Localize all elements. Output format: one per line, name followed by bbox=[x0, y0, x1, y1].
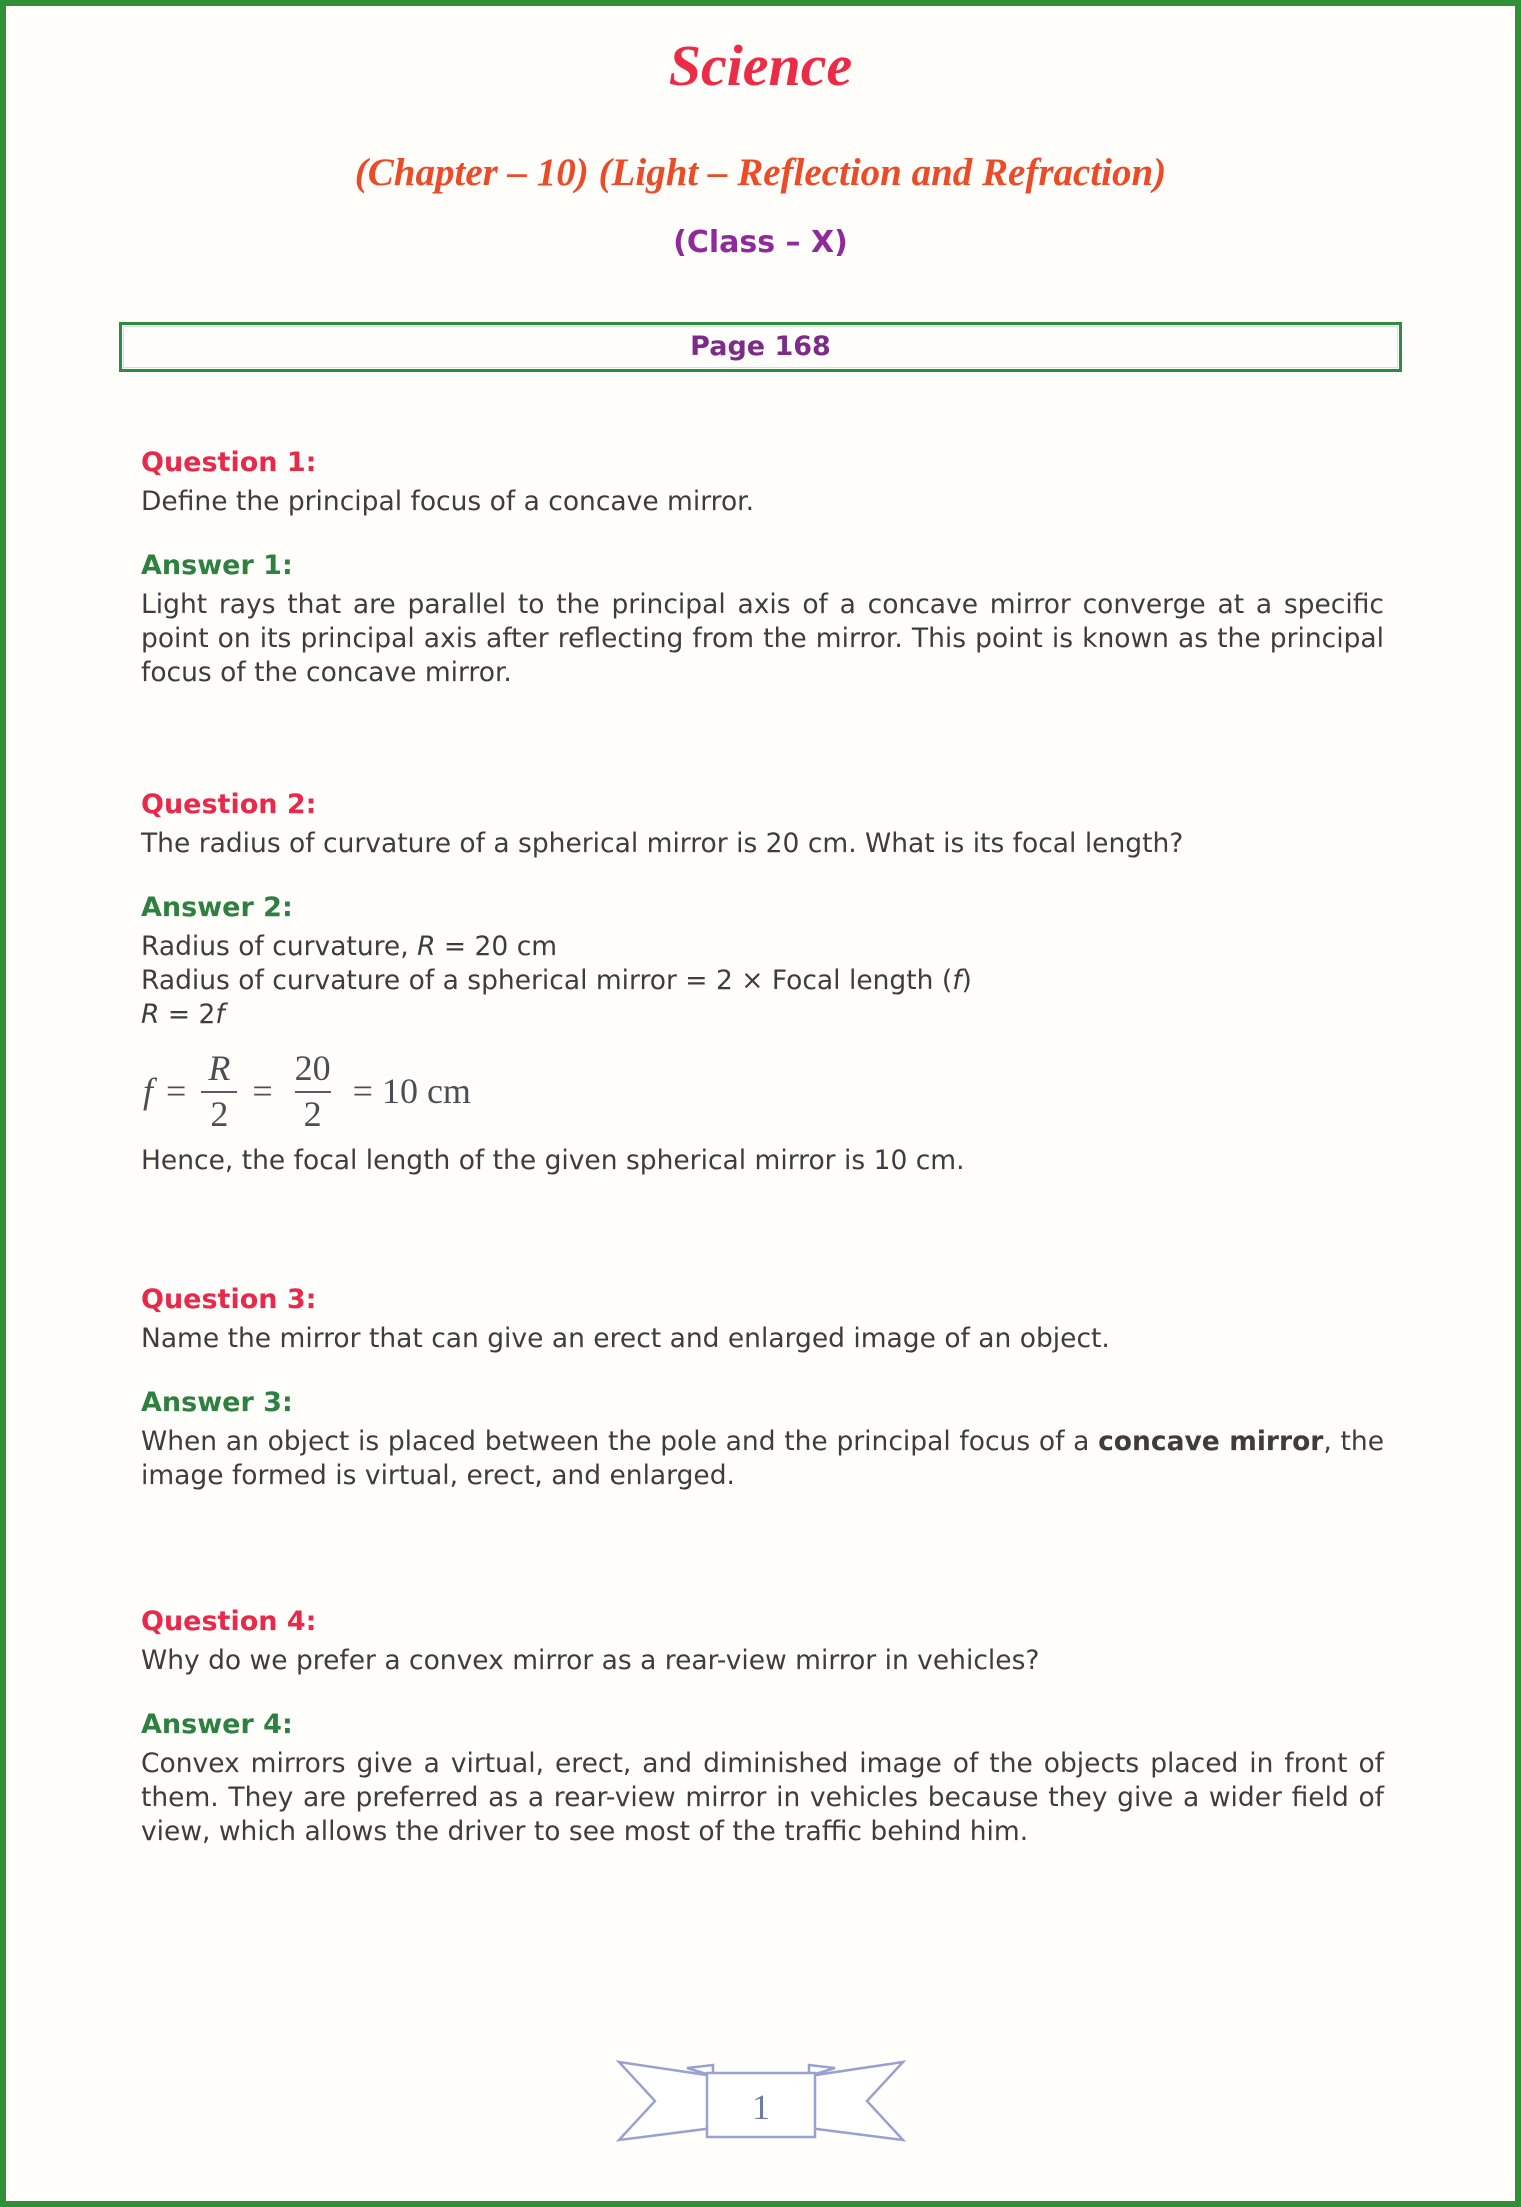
qa-block-4 bbox=[141, 1605, 1384, 1849]
text-segment: , the image formed is virtual, erect, and enlarged. bbox=[141, 1426, 1384, 1492]
answer-3-label: Answer 3: bbox=[141, 1387, 293, 1419]
ribbon-right-tail bbox=[809, 2062, 903, 2140]
text-segment: When an object is placed between the pole and the principal focus of a bbox=[141, 1426, 1099, 1458]
question-3-label: Question 3: bbox=[141, 1284, 317, 1315]
variable-f: f bbox=[952, 965, 962, 997]
page-number-ribbon bbox=[611, 2056, 911, 2146]
variable-R: R bbox=[417, 931, 436, 963]
fraction-denominator: 2 bbox=[201, 1091, 237, 1134]
question-3-text: Name the mirror that can give an erect and enlarged image of an object. bbox=[141, 1323, 1110, 1355]
fraction-numerator: R bbox=[208, 1048, 231, 1089]
qa-block-3 bbox=[141, 1283, 1384, 1493]
formula-lhs: f bbox=[143, 1071, 154, 1112]
text-segment: Radius of curvature, bbox=[141, 931, 418, 963]
equals-sign: = bbox=[166, 1071, 187, 1112]
fraction-numerator: 20 bbox=[294, 1048, 331, 1089]
text-segment: = 20 cm bbox=[435, 931, 558, 963]
fraction-R-over-2 bbox=[199, 1050, 239, 1134]
answer-2-label: Answer 2: bbox=[141, 892, 293, 924]
page-banner-label: Page 168 bbox=[690, 331, 831, 362]
fraction-20-over-2 bbox=[286, 1050, 340, 1134]
text-segment: = 2 bbox=[159, 999, 216, 1031]
page-number: 1 bbox=[751, 2087, 770, 2127]
answer-2-conclusion: Hence, the focal length of the given spherical mirror is 10 cm. bbox=[141, 1144, 965, 1176]
text-segment: ) bbox=[961, 965, 972, 997]
answer-2-line-2 bbox=[141, 964, 1384, 998]
answer-1-label: Answer 1: bbox=[141, 550, 293, 582]
answer-2-line-3 bbox=[141, 998, 1384, 1032]
qa-block-1 bbox=[141, 446, 1384, 690]
focal-length-formula bbox=[143, 1050, 1384, 1134]
variable-R: R bbox=[141, 999, 160, 1031]
question-2-label: Question 2: bbox=[141, 789, 317, 820]
answer-4-text: Convex mirrors give a virtual, erect, and diminished image of the objects placed in front of them. They are preferred as a rear-view mirror in vehicles because they give a wider field of view, which allows the driver to see most of the traffic behind him. bbox=[141, 1748, 1384, 1848]
answer-1-text: Light rays that are parallel to the principal axis of a concave mirror converge at a specific point on its principal axis after reflecting from the mirror. This point is known as the principal focus of the concave mirror. bbox=[141, 589, 1384, 689]
formula-result: = 10 cm bbox=[352, 1071, 471, 1112]
ribbon-banner-icon bbox=[611, 2056, 911, 2146]
equals-sign: = bbox=[252, 1071, 273, 1112]
content-area bbox=[6, 6, 1515, 2201]
question-4-label: Question 4: bbox=[141, 1606, 317, 1637]
page-title: Science bbox=[668, 33, 853, 98]
qa-block-2 bbox=[141, 788, 1384, 1178]
class-label: (Class – X) bbox=[673, 225, 848, 260]
answer-4-label: Answer 4: bbox=[141, 1709, 293, 1741]
bold-term: concave mirror bbox=[1098, 1426, 1324, 1458]
question-1-label: Question 1: bbox=[141, 447, 317, 478]
text-segment: Radius of curvature of a spherical mirror = 2 × Focal length ( bbox=[141, 965, 953, 997]
question-1-text: Define the principal focus of a concave mirror. bbox=[141, 486, 755, 518]
fraction-denominator: 2 bbox=[295, 1091, 331, 1134]
answer-2-line-1 bbox=[141, 930, 1384, 964]
question-2-text: The radius of curvature of a spherical mirror is 20 cm. What is its focal length? bbox=[141, 828, 1184, 860]
ribbon-left-tail bbox=[619, 2062, 713, 2140]
chapter-subtitle: (Chapter – 10) (Light – Reflection and Refraction) bbox=[354, 151, 1167, 194]
variable-f: f bbox=[215, 999, 225, 1031]
answer-3-text bbox=[141, 1425, 1384, 1493]
question-4-text: Why do we prefer a convex mirror as a rear-view mirror in vehicles? bbox=[141, 1645, 1040, 1677]
